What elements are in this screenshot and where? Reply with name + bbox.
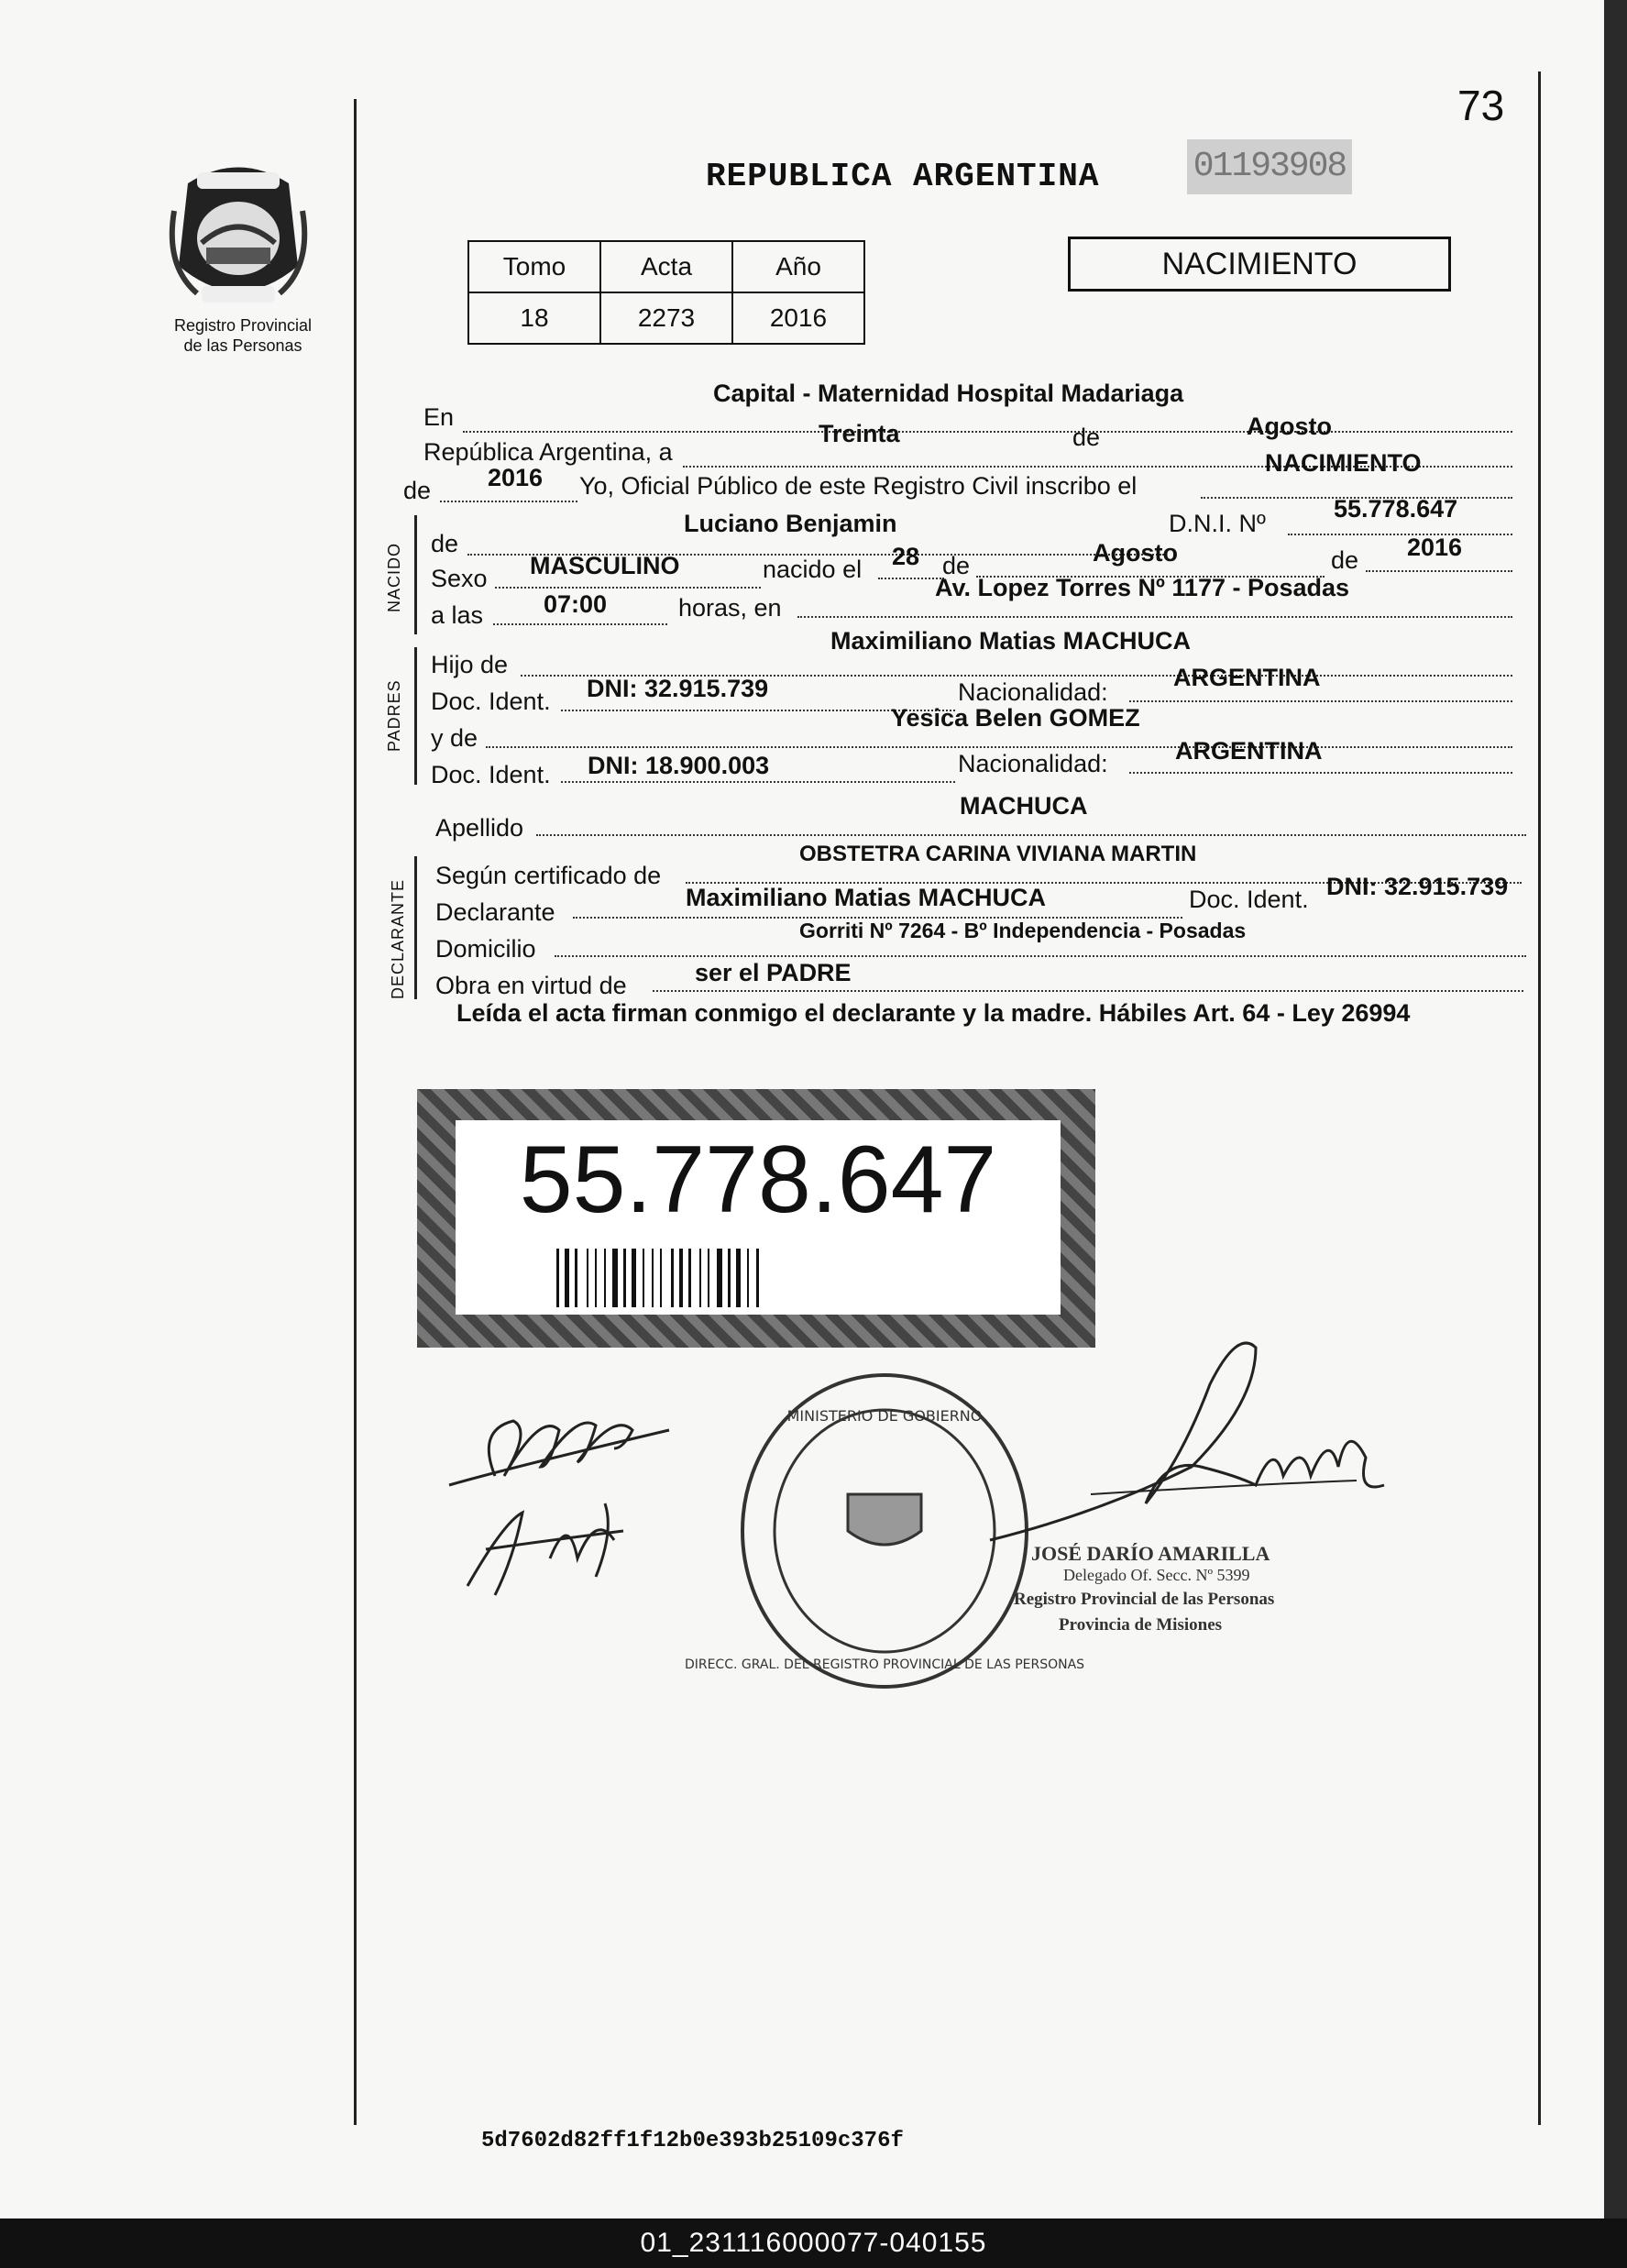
barcode-bar bbox=[604, 1249, 606, 1307]
a-las-label: a las bbox=[431, 601, 484, 629]
barcode-bar bbox=[756, 1249, 759, 1307]
hijo-de-label: Hijo de bbox=[431, 651, 509, 678]
cert-label: Según certificado de bbox=[435, 862, 662, 889]
declarante-label: Declarante bbox=[435, 898, 555, 926]
official-province: Provincia de Misiones bbox=[1059, 1615, 1223, 1635]
birth-month: Agosto bbox=[1093, 539, 1178, 567]
oficial-text: Yo, Oficial Público de este Registro Civil inscribo el bbox=[579, 472, 1138, 500]
dotted-line bbox=[495, 587, 761, 589]
de-label-2: de bbox=[403, 477, 432, 504]
horas-label: horas, en bbox=[678, 594, 782, 622]
birth-day: 28 bbox=[892, 543, 920, 570]
barcode-bar bbox=[643, 1249, 644, 1307]
dotted-line bbox=[653, 990, 1523, 992]
father-nationality: ARGENTINA bbox=[1173, 664, 1321, 691]
mother-nat-label: Nacionalidad: bbox=[958, 750, 1108, 777]
dotted-line bbox=[561, 781, 955, 783]
nacido-el-label: nacido el bbox=[763, 556, 863, 583]
dni-sticker-number: 55.778.647 bbox=[519, 1127, 997, 1233]
dotted-line bbox=[463, 431, 1512, 433]
dotted-line bbox=[536, 834, 1526, 836]
de-label: de bbox=[1072, 424, 1101, 451]
declarante-bracket bbox=[414, 856, 417, 999]
barcode-bar bbox=[575, 1249, 577, 1307]
sexo-label: Sexo bbox=[431, 565, 488, 592]
nacido-de-label-2: de bbox=[942, 552, 971, 579]
barcode-icon bbox=[556, 1249, 960, 1307]
padres-section-label: PADRES bbox=[385, 679, 403, 752]
father-doc-label: Doc. Ident. bbox=[431, 688, 551, 715]
nacido-de-label: de bbox=[431, 530, 459, 557]
barcode-bar bbox=[623, 1249, 626, 1307]
barcode-bar bbox=[556, 1249, 559, 1307]
barcode-bar bbox=[688, 1249, 691, 1307]
declarante-doc-label: Doc. Ident. bbox=[1189, 886, 1309, 913]
dotted-line bbox=[1129, 700, 1512, 702]
apellido-value: MACHUCA bbox=[960, 792, 1088, 820]
tomo-value: 18 bbox=[468, 292, 600, 344]
left-margin-line bbox=[354, 99, 357, 2125]
registry-table bbox=[467, 240, 865, 345]
dotted-line bbox=[1129, 772, 1512, 774]
official-name: JOSÉ DARÍO AMARILLA bbox=[1031, 1542, 1270, 1565]
domicilio-label: Domicilio bbox=[435, 935, 536, 963]
barcode-bar bbox=[708, 1249, 709, 1307]
en-label: En bbox=[423, 403, 455, 431]
barcode-bar bbox=[632, 1249, 636, 1307]
footer-id: 01_231116000077-040155 bbox=[0, 2218, 1627, 2268]
official-role: Delegado Of. Secc. Nº 5399 bbox=[1063, 1566, 1250, 1584]
apellido-label: Apellido bbox=[435, 814, 524, 842]
act-year: 2016 bbox=[488, 464, 544, 491]
barcode-bar bbox=[660, 1249, 662, 1307]
child-sex: MASCULINO bbox=[530, 552, 680, 579]
obra-label: Obra en virtud de bbox=[435, 972, 627, 999]
declarante-section-label: DECLARANTE bbox=[389, 878, 407, 999]
country-title: REPUBLICA ARGENTINA bbox=[706, 158, 1100, 195]
mother-doc: DNI: 18.900.003 bbox=[588, 752, 770, 779]
seal-caption-line-1: Registro Provincial bbox=[173, 316, 313, 335]
document-hash: 5d7602d82ff1f12b0e393b25109c376f bbox=[481, 2129, 904, 2153]
barcode-bar bbox=[717, 1249, 722, 1307]
seal-caption bbox=[151, 315, 335, 356]
nacido-bracket bbox=[414, 515, 417, 634]
birth-place: Capital - Maternidad Hospital Madariaga bbox=[713, 380, 1184, 407]
birth-year: 2016 bbox=[1407, 534, 1463, 561]
stamp-inner-text: MINISTERIO DE GOBIERNO bbox=[786, 1407, 983, 1425]
republica-label: República Argentina, a bbox=[423, 438, 673, 466]
barcode-bar bbox=[652, 1249, 654, 1307]
birth-time: 07:00 bbox=[544, 590, 608, 618]
dotted-line bbox=[486, 746, 1512, 748]
padres-bracket bbox=[414, 647, 417, 785]
official-signature-icon bbox=[962, 1329, 1393, 1568]
child-dni: 55.778.647 bbox=[1334, 495, 1458, 523]
mother-nationality: ARGENTINA bbox=[1175, 737, 1323, 765]
dotted-line bbox=[1366, 570, 1512, 572]
child-name: Luciano Benjamin bbox=[684, 510, 897, 537]
barcode-bar bbox=[747, 1249, 749, 1307]
declarante-name: Maximiliano Matias MACHUCA bbox=[686, 884, 1047, 911]
seal-caption-line-2: de las Personas bbox=[183, 336, 302, 355]
serial-number: 01193908 bbox=[1187, 139, 1352, 194]
act-kind: NACIMIENTO bbox=[1265, 449, 1422, 477]
dni-sticker bbox=[417, 1089, 1095, 1348]
tomo-header: Tomo bbox=[468, 241, 600, 292]
barcode-bar bbox=[595, 1249, 597, 1307]
stamp-ring-text: DIRECC. GRAL. DEL REGISTRO PROVINCIAL DE LAS PERSONAS bbox=[684, 1657, 1085, 1672]
dotted-line bbox=[1288, 534, 1512, 535]
act-day: Treinta bbox=[819, 420, 900, 447]
dotted-line bbox=[493, 623, 667, 625]
father-nat-label: Nacionalidad: bbox=[958, 678, 1108, 706]
act-type-box: NACIMIENTO bbox=[1068, 237, 1451, 292]
declarante-signature-icon bbox=[440, 1375, 697, 1604]
father-name: Maximiliano Matias MACHUCA bbox=[830, 627, 1192, 655]
closing-statement: Leída el acta firman conmigo el declarante y la madre. Hábiles Art. 64 - Ley 26994 bbox=[456, 999, 1411, 1027]
barcode-bar bbox=[736, 1249, 741, 1307]
official-org: Registro Provincial de las Personas bbox=[1014, 1590, 1275, 1609]
declarante-doc: DNI: 32.915.739 bbox=[1326, 873, 1509, 900]
y-de-label: y de bbox=[431, 724, 478, 752]
barcode-bar bbox=[565, 1249, 569, 1307]
dni-sticker-inner bbox=[456, 1120, 1061, 1315]
misiones-seal-icon bbox=[170, 156, 307, 312]
dni-label: D.N.I. Nº bbox=[1169, 510, 1266, 537]
nacido-de-label-3: de bbox=[1331, 546, 1359, 574]
obra-value: ser el PADRE bbox=[695, 959, 852, 986]
birth-address: Av. Lopez Torres Nº 1177 - Posadas bbox=[935, 574, 1350, 601]
barcode-bar bbox=[587, 1249, 588, 1307]
barcode-bar bbox=[699, 1249, 701, 1307]
certificate-issuer: OBSTETRA CARINA VIVIANA MARTIN bbox=[799, 842, 1197, 866]
act-month: Agosto bbox=[1247, 413, 1332, 440]
dotted-line bbox=[797, 616, 1512, 618]
anio-value: 2016 bbox=[732, 292, 864, 344]
anio-header: Año bbox=[732, 241, 864, 292]
mother-name: Yesica Belen GOMEZ bbox=[891, 704, 1140, 732]
barcode-bar bbox=[671, 1249, 674, 1307]
dotted-line bbox=[440, 501, 577, 502]
barcode-bar bbox=[679, 1249, 683, 1307]
domicilio-value: Gorriti Nº 7264 - Bº Independencia - Posadas bbox=[799, 919, 1247, 942]
page-number: 73 bbox=[1457, 82, 1505, 129]
acta-header: Acta bbox=[600, 241, 732, 292]
father-doc: DNI: 32.915.739 bbox=[587, 675, 769, 702]
barcode-bar bbox=[612, 1249, 618, 1307]
right-margin-line bbox=[1538, 72, 1541, 2125]
barcode-bar bbox=[728, 1249, 731, 1307]
dotted-line bbox=[555, 955, 1526, 957]
nacido-section-label: NACIDO bbox=[385, 542, 403, 612]
mother-doc-label: Doc. Ident. bbox=[431, 761, 551, 788]
acta-value: 2273 bbox=[600, 292, 732, 344]
